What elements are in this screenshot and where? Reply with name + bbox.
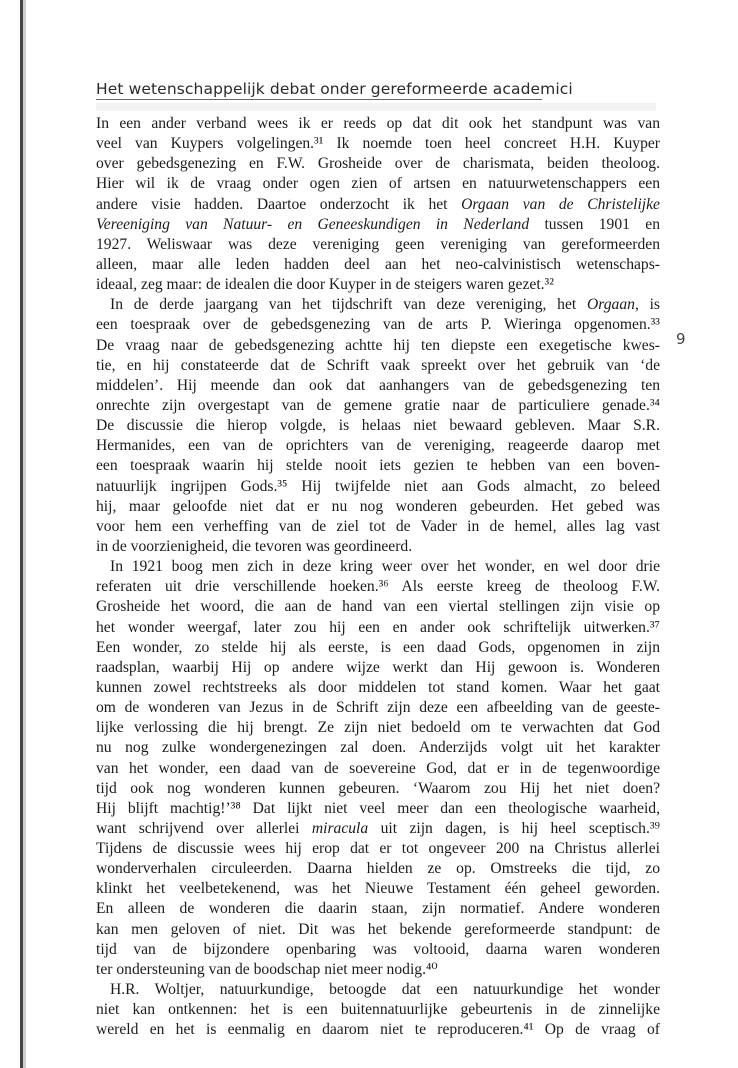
- text-run: om de wonderen van Jezus in de Schrift zijn deze een afbeelding van de geeste-: [96, 699, 660, 717]
- text-line: [96, 195, 660, 215]
- text-line: [96, 698, 660, 718]
- text-line: [96, 174, 660, 194]
- text-run: tie, en hij constateerde dat de Schrift vaak spreekt over het gebruik van ‘de: [96, 356, 660, 374]
- text-run: over gebedsgenezing en F.W. Grosheide over de charismata, beiden theoloog.: [96, 155, 660, 173]
- text-run: nu nog zulke wondergenezingen zal doen. Anderzijds volgt uit het karakter: [96, 739, 660, 757]
- text-line: [96, 436, 660, 456]
- text-run: kunnen zowel rechtstreeks als door middelen tot stand komen. Waar het gaat: [96, 678, 660, 696]
- text-line: [96, 658, 660, 678]
- text-line: [96, 960, 660, 980]
- text-line: [96, 557, 660, 577]
- text-line: [96, 497, 660, 517]
- text-run: , is: [634, 296, 660, 314]
- text-run: 1927. Weliswaar was deze vereniging geen vereniging van gereformeerden: [96, 235, 660, 253]
- text-run: In 1921 boog men zich in deze kring weer over het wonder, en wel door drie: [110, 558, 660, 576]
- text-line: [96, 376, 660, 396]
- text-line: [96, 396, 660, 416]
- text-run: Een wonder, zo stelde hij als eerste, is een daad Gods, opgenomen in zijn: [96, 638, 660, 656]
- text-line: [96, 779, 660, 799]
- text-run: tijd ook nog wonderen kunnen gebeuren. ‘Waarom zou Hij het niet doen?: [96, 779, 660, 797]
- text-run: Grosheide het woord, die aan de hand van een viertal stellingen zijn visie op: [96, 598, 660, 616]
- text-run: wonderverhalen circuleerden. Daarna hielden ze op. Omstreeks die tijd, zo: [96, 860, 660, 878]
- text-run: lijke verlossing die hij brengt. Ze zijn niet bedoeld om te verwachten dat God: [96, 719, 660, 737]
- text-run: niet kan ontkennen: het is een buitennatuurlijke gebeurtenis in de zinnelijke: [96, 1001, 660, 1019]
- text-line: [96, 356, 660, 376]
- text-run: In de derde jaargang van het tijdschrift van deze vereniging, het: [110, 296, 587, 314]
- text-run: tussen 1901 en: [529, 215, 660, 233]
- text-line: [96, 718, 660, 738]
- text-run: natuurlijk ingrijpen Gods.³⁵ Hij twijfelde niet aan Gods almacht, zo beleed: [96, 477, 660, 495]
- text-run: De discussie die hierop volgde, is helaas niet bewaard gebleven. Maar S.R.: [96, 417, 660, 435]
- text-line: [96, 638, 660, 658]
- text-run: Tijdens de discussie wees hij erop dat er tot ongeveer 200 na Christus allerlei: [96, 840, 660, 858]
- text-run: raadsplan, waarbij Hij op andere wijze werkt dan Hij gewoon is. Wonderen: [96, 658, 660, 676]
- text-run: want schrijvend over allerlei: [96, 819, 312, 837]
- text-run: onrechte zijn overgestapt van de gemene gratie naar de particuliere genade.³⁴: [96, 396, 660, 414]
- text-line: [96, 416, 660, 436]
- text-line: [96, 295, 660, 315]
- text-line: [96, 1000, 660, 1020]
- text-run: ideaal, zeg maar: de idealen die door Kuyper in de steigers waren gezet.³²: [96, 276, 554, 294]
- text-run: in de voorzienigheid, die tevoren was geordineerd.: [96, 537, 413, 555]
- page-number: 9: [676, 330, 686, 348]
- text-run: H.R. Woltjer, natuurkundige, betoogde dat een natuurkundige het wonder: [110, 981, 660, 999]
- text-run: van het wonder, een daad van de soevereine God, dat er in de tegenwoordige: [96, 759, 660, 777]
- text-line: [96, 597, 660, 617]
- text-run: klinkt het veelbetekenend, was het Nieuwe Testament één geheel geworden.: [96, 880, 660, 898]
- text-run: wereld en het is eenmalig en daarom niet te reproduceren.⁴¹ Op de vraag of: [96, 1021, 660, 1039]
- text-line: [96, 899, 660, 919]
- italic-text: Orgaan: [586, 296, 635, 314]
- text-run: voor hem een verheffing van de ziel tot de Vader in de hemel, alles lag vast: [96, 517, 660, 535]
- text-line: [96, 879, 660, 899]
- text-run: hij, maar geloofde niet dat er nu nog wonderen gebeurden. Het gebed was: [96, 497, 660, 515]
- running-title: Het wetenschappelijk debat onder gereformeerde academici: [96, 80, 573, 98]
- italic-text: Orgaan van de Christelijke: [461, 195, 660, 213]
- text-run: Hier wil ik de vraag onder ogen zien of artsen en natuurwetenschappers een: [96, 175, 660, 193]
- text-line: [96, 577, 660, 597]
- text-line: [96, 738, 660, 758]
- body-text: [96, 114, 660, 1040]
- text-line: [96, 114, 660, 134]
- text-line: [96, 315, 660, 335]
- text-run: een toespraak waarin hij stelde nooit iets gezien te hebben van een boven-: [96, 457, 660, 475]
- text-line: [96, 759, 660, 779]
- text-line: [96, 134, 660, 154]
- text-line: [96, 1020, 660, 1040]
- text-line: [96, 336, 660, 356]
- text-line: [96, 940, 660, 960]
- text-run: In een ander verband wees ik er reeds op dat dit ook het standpunt was van: [96, 115, 660, 132]
- text-run: Hij blijft machtig!’³⁸ Dat lijkt niet veel meer dan een theologische waarheid,: [96, 799, 660, 817]
- italic-text: miracula: [311, 819, 369, 837]
- text-run: En alleen de wonderen die daarin staan, zijn normatief. Andere wonderen: [96, 900, 660, 918]
- text-line: [96, 215, 660, 235]
- text-run: ter ondersteuning van de boodschap niet meer nodig.⁴⁰: [96, 960, 438, 978]
- text-line: [96, 255, 660, 275]
- text-line: [96, 456, 660, 476]
- running-title-underline: [96, 99, 542, 100]
- text-run: referaten uit drie verschillende hoeken.³⁶ Als eerste kreeg de theoloog F.W.: [96, 578, 660, 596]
- text-line: [96, 154, 660, 174]
- text-line: [96, 678, 660, 698]
- text-run: kan men geloven of niet. Dit was het bekende gereformeerde standpunt: de: [96, 920, 660, 938]
- text-line: [96, 537, 660, 557]
- text-line: [96, 235, 660, 255]
- text-line: [96, 980, 660, 1000]
- italic-text: Vereeniging van Natuur- en Geneeskundigen in Nederland: [96, 215, 530, 233]
- page-binding-shadow: [23, 0, 26, 1068]
- text-run: het wonder weergaf, later zou hij een en ander ook schriftelijk uitwerken.³⁷: [96, 618, 660, 636]
- text-run: middelen’. Hij meende dan ook dat aanhangers van de gebedsgenezing ten: [96, 376, 660, 394]
- text-line: [96, 920, 660, 940]
- text-run: een toespraak over de gebedsgenezing van de arts P. Wieringa opgenomen.³³: [96, 316, 660, 334]
- text-line: [96, 819, 660, 839]
- text-line: [96, 275, 660, 295]
- text-line: [96, 477, 660, 497]
- text-run: Hermanides, een van de oprichters van de vereniging, reageerde daarop met: [96, 437, 660, 455]
- text-line: [96, 859, 660, 879]
- text-run: tijd van de bijzondere openbaring was voltooid, daarna waren wonderen: [96, 940, 660, 958]
- text-run: alleen, maar alle leden hadden deel aan het neo-calvinistisch wetenschaps-: [96, 255, 660, 273]
- text-line: [96, 839, 660, 859]
- running-title-shadow: [96, 103, 656, 111]
- text-line: [96, 618, 660, 638]
- text-run: De vraag naar de gebedsgenezing achtte hij ten diepste een exegetische kwes-: [96, 336, 660, 354]
- text-line: [96, 517, 660, 537]
- text-run: andere visie hadden. Daartoe onderzocht ik het: [96, 195, 462, 213]
- text-line: [96, 799, 660, 819]
- text-run: uit zijn dagen, is hij heel sceptisch.³⁹: [368, 819, 660, 837]
- text-run: veel van Kuypers volgelingen.³¹ Ik noemde toen heel concreet H.H. Kuyper: [96, 135, 660, 153]
